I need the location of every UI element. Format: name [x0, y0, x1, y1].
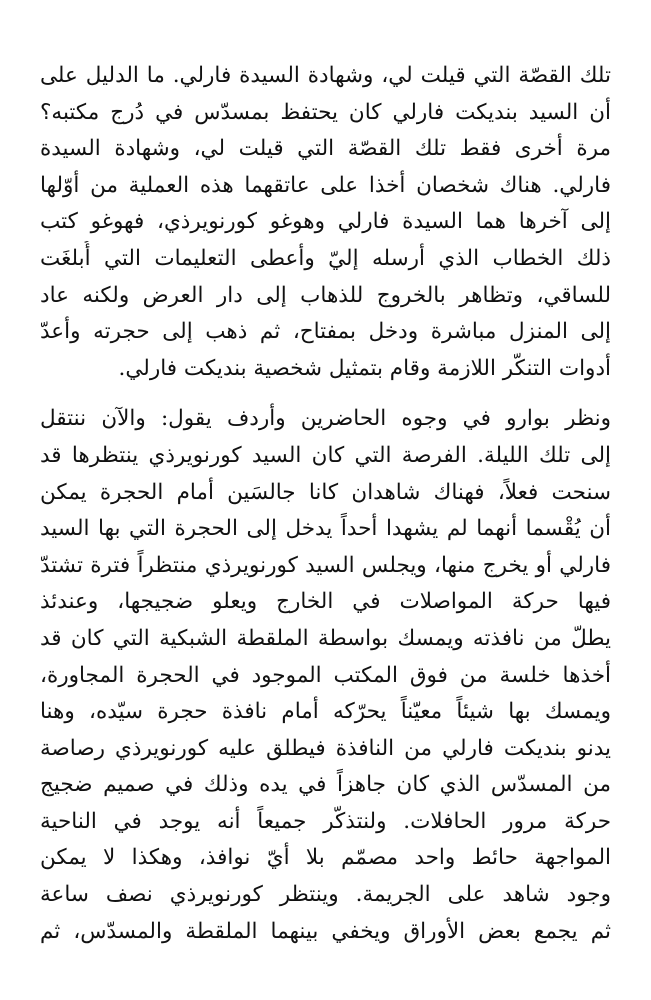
text-line: أخذها خلسة من فوق المكتب الموجود في الحجرة المجاورة،: [40, 662, 611, 688]
text-line: فيها حركة المواصلات في الخارج ويعلو ضجيجها، وعندئذ: [40, 589, 611, 615]
text-line: فارلي. هناك شخصان أخذا على عاتقهما هذه العملية من أوّلها: [40, 172, 611, 198]
text-line: سنحت فعلاً، فهناك شاهدان كانا جالسَين أمام الحجرة يمكن: [40, 479, 611, 505]
text-line: أن يُقْسما أنهما لم يشهدا أحداً يدخل إلى الحجرة التي بها السيد: [40, 516, 611, 542]
text-line: فارلي أو يخرج منها، ويجلس السيد كورنويرذي منتظراً فترة تشتدّ: [40, 552, 611, 578]
text-line: وجود شاهد على الجريمة. وينتظر كورنويرذي نصف ساعة: [40, 882, 611, 908]
text-line: إلى آخرها هما السيدة فارلي وهوغو كورنويرذي، فهوغو كتب: [40, 209, 611, 235]
text-line: مرة أخرى فقط تلك القصّة التي قيلت لي، وشهادة السيدة: [40, 136, 611, 162]
paragraph-2: [40, 401, 611, 950]
paragraph-1: [40, 58, 611, 387]
book-page: [40, 58, 611, 950]
text-line: أدوات التنكّر اللازمة وقام بتمثيل شخصية بنديكت فارلي.: [118, 355, 611, 381]
text-line: للساقي، وتظاهر بالخروج للذهاب إلى دار العرض ولكنه عاد: [40, 282, 611, 308]
text-line: ذلك الخطاب الذي أرسله إليّ وأعطى التعليمات التي أُبلغَت: [40, 245, 611, 271]
text-line: يدنو بنديكت فارلي من النافذة فيطلق عليه كورنويرذي رصاصة: [40, 735, 611, 761]
text-line: تلك القصّة التي قيلت لي، وشهادة السيدة فارلي. ما الدليل على: [40, 63, 611, 88]
text-line: من المسدّس الذي كان جاهزاً في يده وذلك في صميم ضجيج: [40, 772, 611, 798]
text-line: ثم يجمع بعض الأوراق ويخفي بينهما الملقطة والمسدّس، ثم: [40, 918, 611, 944]
text-line: إلى تلك الليلة. الفرصة التي كان السيد كورنويرذي ينتظرها قد: [40, 442, 611, 468]
text-line: المواجهة حائط واحد مصمّم بلا أيّ نوافذ، وهكذا لا يمكن: [40, 845, 611, 871]
paragraph-spacer: [40, 387, 611, 401]
text-line: ونظر بوارو في وجوه الحاضرين وأردف يقول: والآن ننتقل: [40, 406, 611, 432]
text-line: إلى المنزل مباشرة ودخل بمفتاح، ثم ذهب إلى حجرته وأعدّ: [40, 319, 611, 345]
text-line: حركة مرور الحافلات. ولنتذكّر جميعاً أنه يوجد في الناحية: [40, 808, 611, 834]
text-line: أن السيد بنديكت فارلي كان يحتفظ بمسدّس في دُرج مكتبه؟: [40, 99, 611, 125]
text-line: يطلّ من نافذته ويمسك بواسطة الملقطة الشبكية التي كان قد: [40, 625, 611, 651]
text-line: ويمسك بها شيئاً معيّناً يحرّكه أمام نافذة حجرة سيّده، وهنا: [40, 699, 611, 725]
